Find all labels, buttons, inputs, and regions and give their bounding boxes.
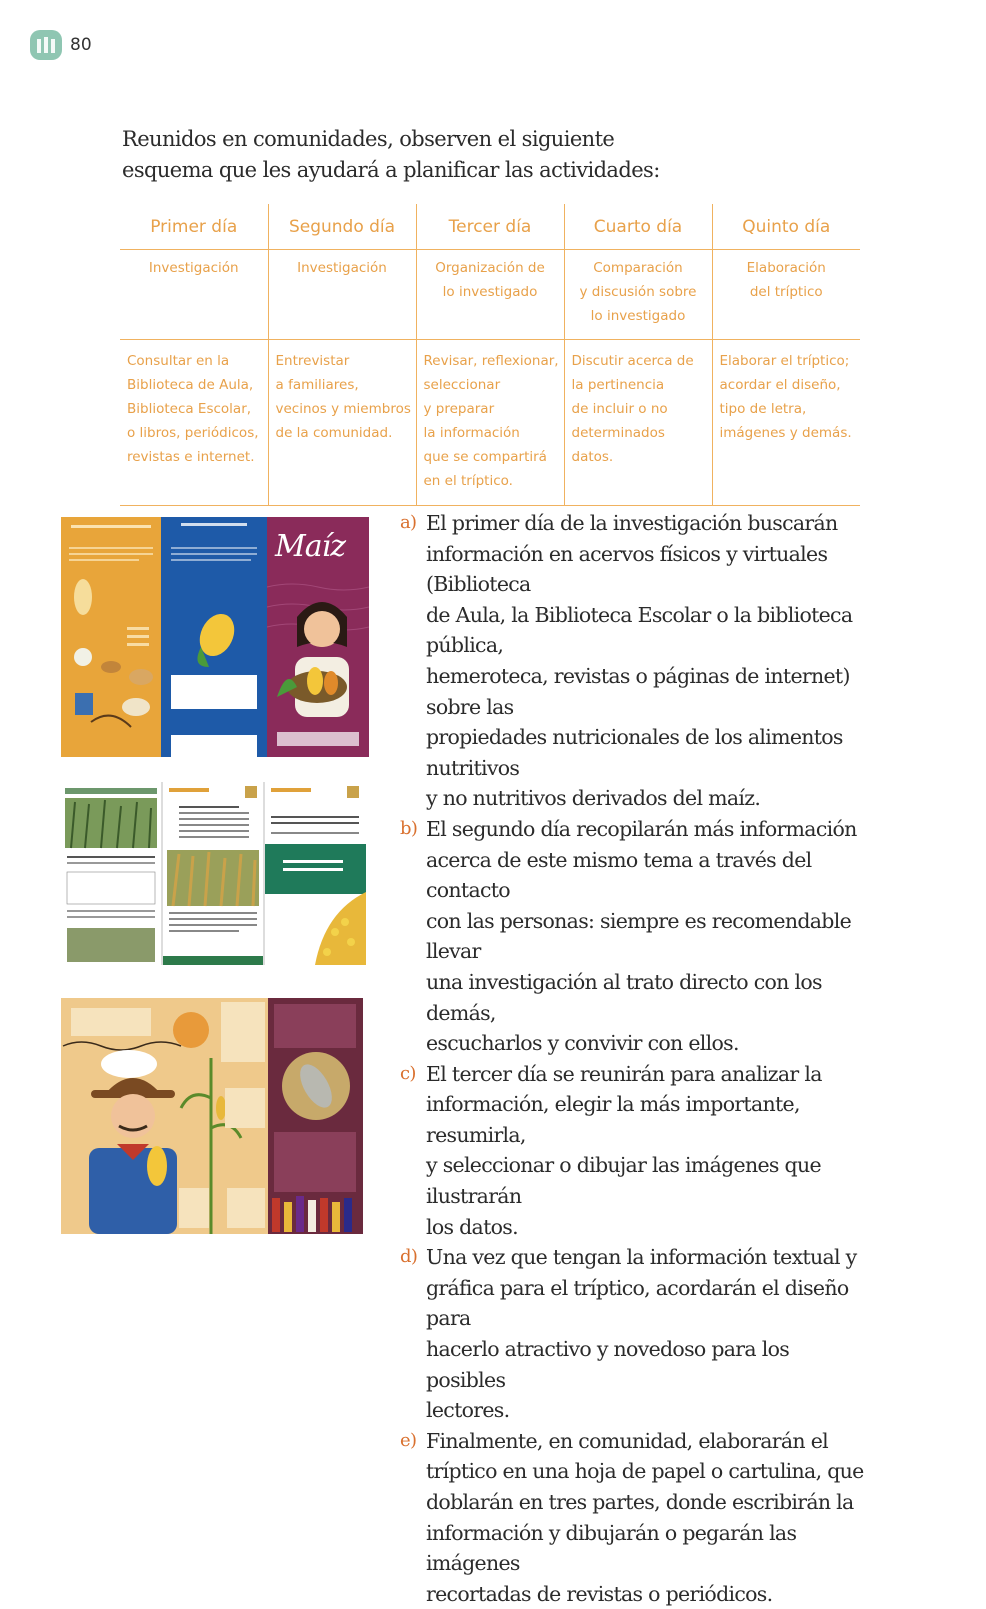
task-cell <box>120 340 268 506</box>
cell-line: tipo de letra, <box>719 401 807 417</box>
item-line: El segundo día recopilarán más información <box>426 816 857 841</box>
cdmx-logo: CDMX <box>173 742 200 751</box>
item-line: El primer día de la investigación buscarán <box>426 511 838 535</box>
cell-line: revistas e internet. <box>127 449 255 465</box>
cell-line: lo investigado <box>442 284 538 300</box>
cell-line: vecinos y miembros <box>275 401 411 417</box>
cell-line: del tríptico <box>749 284 823 300</box>
cell-line: Elaborar el tríptico; <box>719 353 850 369</box>
cell-line: determinados datos. <box>571 425 665 465</box>
item-line: lectores. <box>426 1398 510 1423</box>
column-header: Cuarto día <box>564 204 712 250</box>
list-item <box>400 508 870 814</box>
cell-line: y discusión sobre <box>579 284 697 300</box>
triptych-panel-corn <box>268 998 363 1234</box>
column-header: Segundo día <box>268 204 416 250</box>
cell-line: seleccionar <box>423 377 501 393</box>
triptych-panel-yellow <box>61 517 161 757</box>
cell-line: Discutir acerca de <box>571 353 694 369</box>
list-item <box>400 1242 870 1426</box>
triptych-panel-cover <box>265 782 366 965</box>
topic-cell <box>268 250 416 340</box>
item-line: con las personas: siempre es recomendable llevar <box>426 908 852 964</box>
item-letter: d) <box>400 1246 418 1268</box>
cell-line: la información <box>423 425 520 441</box>
page-number: 80 <box>70 35 92 55</box>
table-row-topics <box>120 250 860 340</box>
item-line: hacerlo atractivo y novedoso para los posibles <box>426 1337 790 1392</box>
cell-line: acordar el diseño, <box>719 377 841 393</box>
column-header: Primer día <box>120 204 268 250</box>
task-cell <box>416 340 564 506</box>
cell-line: de la comunidad. <box>275 425 393 441</box>
item-line: los datos. <box>426 1214 518 1239</box>
cell-line: de incluir o no <box>571 401 668 417</box>
item-line: El tercer día se reunirán para analizar la <box>426 1061 822 1086</box>
column-header: Quinto día <box>712 204 860 250</box>
item-line: doblarán en tres partes, donde escribirán la <box>426 1490 854 1514</box>
cell-line: Investigación <box>297 260 387 276</box>
item-line: información, elegir la más importante, resumirla, <box>426 1092 800 1147</box>
item-line: tríptico en una hoja de papel o cartulina, que <box>426 1459 864 1484</box>
planning-table <box>120 204 860 506</box>
table-header-row <box>120 204 860 250</box>
item-line: y seleccionar o dibujar las imágenes que ilustrarán <box>426 1153 821 1209</box>
item-letter: a) <box>400 512 417 533</box>
triptych-panel-contacts <box>163 782 263 965</box>
cell-line: Organización de <box>435 260 545 276</box>
item-line: escucharlos y convivir con ellos. <box>426 1031 739 1056</box>
cell-line: imágenes y demás. <box>719 425 852 441</box>
topic-cell <box>416 250 564 340</box>
cell-line: Entrevistar <box>275 353 350 369</box>
triptych-panel-blue <box>161 517 267 757</box>
activity-steps-list <box>400 508 870 1609</box>
item-line: hemeroteca, revistas o páginas de internet) sobre las <box>426 663 850 719</box>
item-line: acerca de este mismo tema a través del contacto <box>426 847 812 903</box>
item-line: recortadas de revistas o periódicos. <box>426 1581 773 1606</box>
task-cell <box>564 340 712 506</box>
item-letter: b) <box>400 817 418 839</box>
maiz-triptych-image <box>61 517 369 757</box>
list-item <box>400 1426 870 1609</box>
topic-cell <box>564 250 712 340</box>
item-line: una investigación al trato directo con los demás, <box>426 969 822 1025</box>
task-cell <box>712 340 860 506</box>
item-line: propiedades nutricionales de los alimentos nutritivos <box>426 725 843 780</box>
agriculture-triptych-image <box>61 782 366 965</box>
triptych-panel-field <box>61 782 161 965</box>
column-header: Tercer día <box>416 204 564 250</box>
item-line: de Aula, la Biblioteca Escolar o la biblioteca pública, <box>426 602 853 658</box>
item-line: Una vez que tengan la información textual y <box>426 1245 857 1270</box>
page-header <box>30 30 92 60</box>
cell-line: Elaboración <box>746 260 826 276</box>
item-letter: e) <box>400 1429 417 1451</box>
cell-line: lo investigado <box>590 308 686 324</box>
cell-line: o libros, periódicos, <box>127 425 259 441</box>
item-line: gráfica para el tríptico, acordarán el diseño para <box>426 1275 849 1331</box>
cell-line: a familiares, <box>275 377 359 393</box>
community-logo-icon <box>30 30 62 60</box>
intro-line: Reunidos en comunidades, observen el siguiente <box>122 127 615 151</box>
maiz-logo: Maíz <box>275 529 346 564</box>
cell-line: Biblioteca Escolar, <box>127 401 252 417</box>
cell-line: Consultar en la <box>127 353 230 369</box>
item-letter: c) <box>400 1062 416 1084</box>
cell-line: Comparación <box>593 260 683 276</box>
cell-line: Biblioteca de Aula, <box>127 377 254 393</box>
topic-cell <box>120 250 268 340</box>
illustrated-triptych-image <box>61 998 363 1234</box>
table-row-tasks <box>120 340 860 506</box>
triptych-panel-purple <box>267 517 369 757</box>
cell-line: que se compartirá <box>423 449 547 465</box>
item-line: y no nutritivos derivados del maíz. <box>426 786 761 811</box>
item-line: Finalmente, en comunidad, elaborarán el <box>426 1428 829 1453</box>
intro-paragraph <box>122 124 722 186</box>
cell-line: Revisar, reflexionar, <box>423 353 559 369</box>
cell-line: la pertinencia <box>571 377 665 393</box>
topic-cell <box>712 250 860 340</box>
item-line: información y dibujarán o pegarán las imágenes <box>426 1520 797 1576</box>
cell-line: Investigación <box>148 260 239 276</box>
list-item <box>400 1059 870 1243</box>
triptych-panel-farmer <box>61 998 268 1234</box>
cell-line: y preparar <box>423 401 495 417</box>
intro-line: esquema que les ayudará a planificar las actividades: <box>122 158 660 182</box>
cell-line: en el tríptico. <box>423 473 513 489</box>
item-line: información en acervos físicos y virtuales (Biblioteca <box>426 541 828 597</box>
list-item <box>400 814 870 1059</box>
task-cell <box>268 340 416 506</box>
